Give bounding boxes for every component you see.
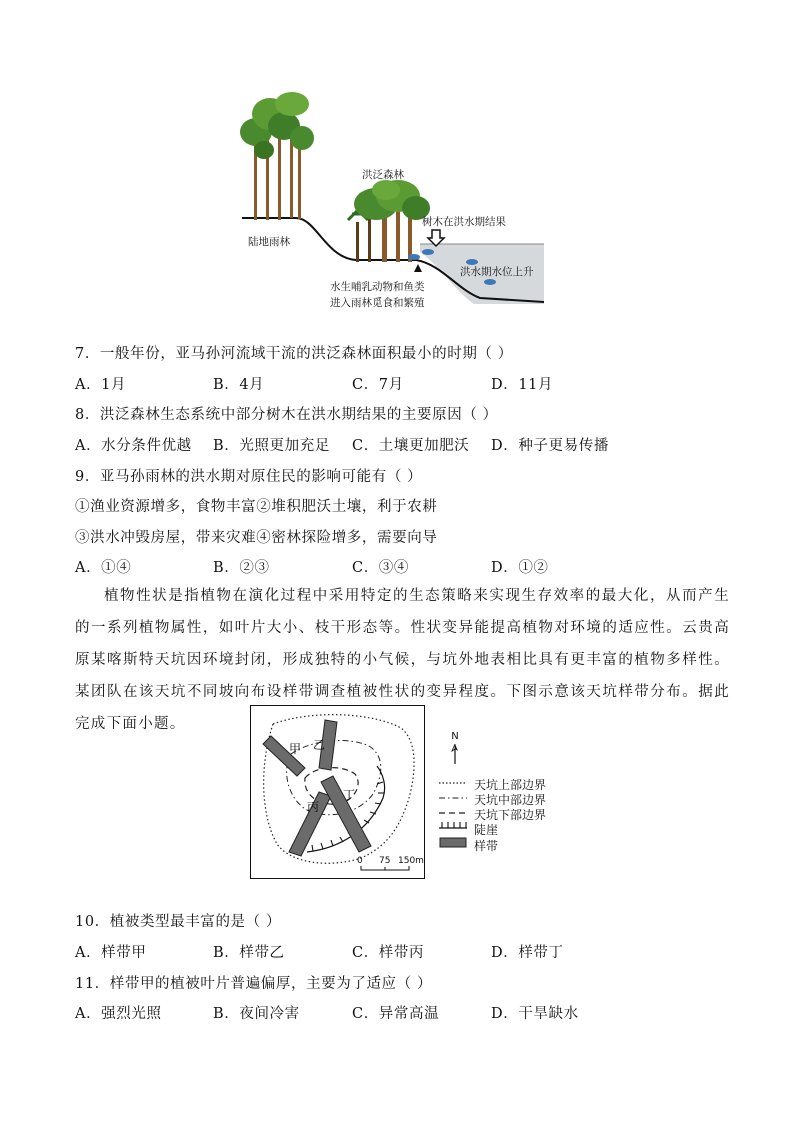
question-9-option-c[interactable]: C．③④ xyxy=(352,560,409,576)
question-8-stem: 8．洪泛森林生态系统中部分树木在洪水期结果的主要原因（ ） xyxy=(75,407,498,423)
map-legend xyxy=(437,776,557,856)
question-8-option-b[interactable]: B．光照更加充足 xyxy=(213,438,330,454)
north-arrow-icon xyxy=(448,742,462,766)
question-8-option-a[interactable]: A．水分条件优越 xyxy=(75,438,192,454)
question-10-option-c[interactable]: C．样带丙 xyxy=(352,945,425,961)
label-fruit-in-flood: 树木在洪水期结果 xyxy=(422,216,506,228)
question-7-option-c[interactable]: C．7月 xyxy=(352,377,404,393)
label-animals-line2: 进入雨林觅食和繁殖 xyxy=(330,297,425,309)
north-arrow xyxy=(448,732,462,766)
scale-label-75: 75 xyxy=(379,856,391,866)
legend-sample-belt: 样带 xyxy=(474,839,499,853)
label-animals-line1: 水生哺乳动物和鱼类 xyxy=(330,281,425,293)
up-arrow-icon xyxy=(414,264,422,272)
label-flood-forest: 洪泛森林 xyxy=(362,169,404,181)
legend-upper-boundary: 天坑上部边界 xyxy=(474,778,547,792)
question-7-option-b[interactable]: B．4月 xyxy=(213,377,265,393)
passage-text: 植物性状是指植物在演化过程中采用特定的生态策略来实现生存效率的最大化，从而产生的一系列植物属性，如叶片大小、枝干形态等。性状变异能提高植物对环境的适应性。云贵高原某喀斯特天坑因环境封闭，形成独特的小气候，与坑外地表相比具有更丰富的植物多样性。某团队在该天坑不同坡向布设样带调查植被性状的变异程度。下图示意该天坑样带分布。据此完成下面小题。 xyxy=(75,588,730,732)
label-water-rise: 洪水期水位上升 xyxy=(460,266,534,278)
question-9-option-b[interactable]: B．②③ xyxy=(213,560,270,576)
land-rainforest-trees xyxy=(240,92,314,220)
question-10-option-a[interactable]: A．样带甲 xyxy=(75,945,147,961)
label-land-rainforest: 陆地雨林 xyxy=(248,236,290,248)
tiankeng-map xyxy=(251,706,423,877)
north-label: N xyxy=(451,731,459,742)
question-11-option-b[interactable]: B．夜间冷害 xyxy=(213,1006,300,1022)
question-10-option-b[interactable]: B．样带乙 xyxy=(213,945,285,961)
question-11-option-a[interactable]: A．强烈光照 xyxy=(75,1006,162,1022)
legend-lower-boundary: 天坑下部边界 xyxy=(474,808,547,822)
question-11-option-c[interactable]: C．异常高温 xyxy=(352,1006,440,1022)
flood-forest-trees xyxy=(348,180,430,262)
question-11-stem: 11．样带甲的植被叶片普遍偏厚，主要为了适应（ ） xyxy=(75,976,433,992)
tiankeng-map-figure xyxy=(250,705,425,879)
map-label-jia: 甲 xyxy=(289,742,302,756)
question-7-stem: 7．一般年份，亚马孙河流域干流的洪泛森林面积最小的时期（ ） xyxy=(75,346,513,362)
map-label-yi: 乙 xyxy=(313,738,326,752)
legend-middle-boundary: 天坑中部边界 xyxy=(474,793,547,807)
scale-label-150m: 150m xyxy=(398,856,424,866)
question-10-stem: 10．植被类型最丰富的是（ ） xyxy=(75,914,282,930)
question-9-statements-2: ③洪水冲毁房屋，带来灾难④密林探险增多，需要向导 xyxy=(75,530,438,546)
question-9-option-d[interactable]: D．①② xyxy=(491,560,549,576)
question-9-stem: 9．亚马孙雨林的洪水期对原住民的影响可能有（ ） xyxy=(75,469,423,485)
map-label-ding: 丁 xyxy=(343,788,356,802)
question-9-option-a[interactable]: A．①④ xyxy=(75,560,132,576)
flood-forest-figure xyxy=(236,92,548,308)
legend-cliff: 陡崖 xyxy=(474,823,499,837)
question-9-statements-1: ①渔业资源增多，食物丰富②堆积肥沃土壤，利于农耕 xyxy=(75,499,438,515)
question-7-option-d[interactable]: D．11月 xyxy=(491,377,554,393)
scale-label-0: 0 xyxy=(357,856,363,866)
question-8-option-d[interactable]: D．种子更易传播 xyxy=(491,438,609,454)
question-11-option-d[interactable]: D．干旱缺水 xyxy=(491,1006,579,1022)
question-7-option-a[interactable]: A．1月 xyxy=(75,377,127,393)
map-label-bing: 丙 xyxy=(307,800,320,814)
question-10-option-d[interactable]: D．样带丁 xyxy=(491,945,564,961)
question-8-option-c[interactable]: C．土壤更加肥沃 xyxy=(352,438,470,454)
legend-symbols xyxy=(437,776,469,856)
